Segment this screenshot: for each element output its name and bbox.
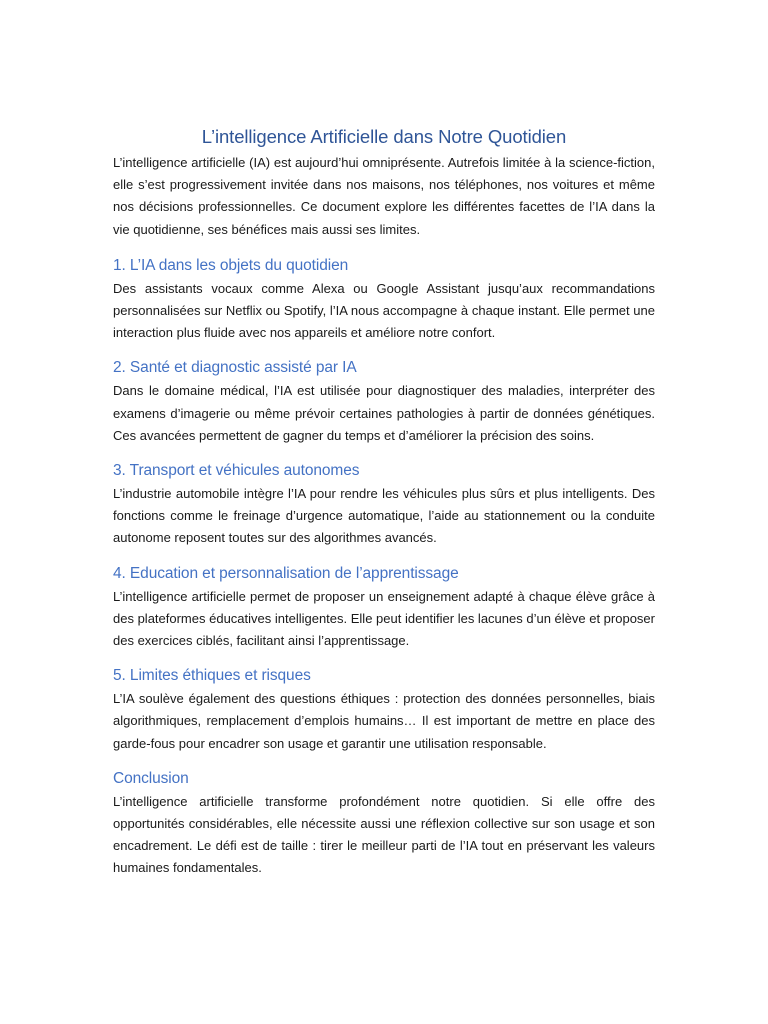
section-heading-conclusion: Conclusion [113,769,189,787]
intro-paragraph: L’intelligence artificielle (IA) est aujourd’hui omniprésente. Autrefois limitée à la science-fiction, elle s’est progressivement invitée dans nos maisons, nos téléphones, nos voitures et même nos décisions professionnelles. Ce document explore les différentes facettes de l’IA dans la vie quotidienne, ses bénéfices mais aussi ses limites. [113,155,655,237]
section-heading-objets: 1. L’IA dans les objets du quotidien [113,256,349,274]
section-heading-sante: 2. Santé et diagnostic assisté par IA [113,359,357,377]
section-body-conclusion: L’intelligence artificielle transforme profondément notre quotidien. Si elle offre des opportunités considérables, elle nécessite aussi une réflexion collective sur son usage et son encadrement. Le défi est de taille : tirer le meilleur parti de l’IA tout en préservant les valeurs humaines fondamentales. [113,793,655,876]
section-body-education: L’intelligence artificielle permet de proposer un enseignement adapté à chaque élève grâce à des plateformes éducatives intelligentes. Elle peut identifier les lacunes d’un élève et proposer des exercices ciblés, facilitant ainsi l’apprentissage. [113,588,655,649]
document-title: L’intelligence Artificielle dans Notre Quotidien [201,126,567,147]
section-heading-education: 4. Education et personnalisation de l’apprentissage [113,564,459,582]
section-body-transport: L’industrie automobile intègre l’IA pour rendre les véhicules plus sûrs et plus intelligents. Des fonctions comme le freinage d’urgence automatique, l’aide au stationnement ou la conduite autonome reposent toutes sur des algorithmes avancés. [113,486,655,546]
section-heading-limites: 5. Limites éthiques et risques [113,667,311,685]
section-heading-transport: 3. Transport et véhicules autonomes [113,462,360,480]
section-body-sante: Dans le domaine médical, l’IA est utilisée pour diagnostiquer des maladies, interpréter des examens d’imagerie ou même prévoir certaines pathologies à partir de données génétiques. Ces avancées permettent de gagner du temps et d’améliorer la précision des soins. [113,383,655,443]
document-page [113,122,655,880]
section-body-limites: L’IA soulève également des questions éthiques : protection des données personnelles, biais algorithmiques, remplacement d’emplois humains… Il est important de mettre en place des garde-fous pour encadrer son usage et garantir une utilisation responsable. [113,691,655,751]
section-body-objets: Des assistants vocaux comme Alexa ou Google Assistant jusqu’aux recommandations personnalisées sur Netflix ou Spotify, l’IA nous accompagne à chaque instant. Elle permet une interaction plus fluide avec nos appareils et améliore notre confort. [113,280,655,341]
